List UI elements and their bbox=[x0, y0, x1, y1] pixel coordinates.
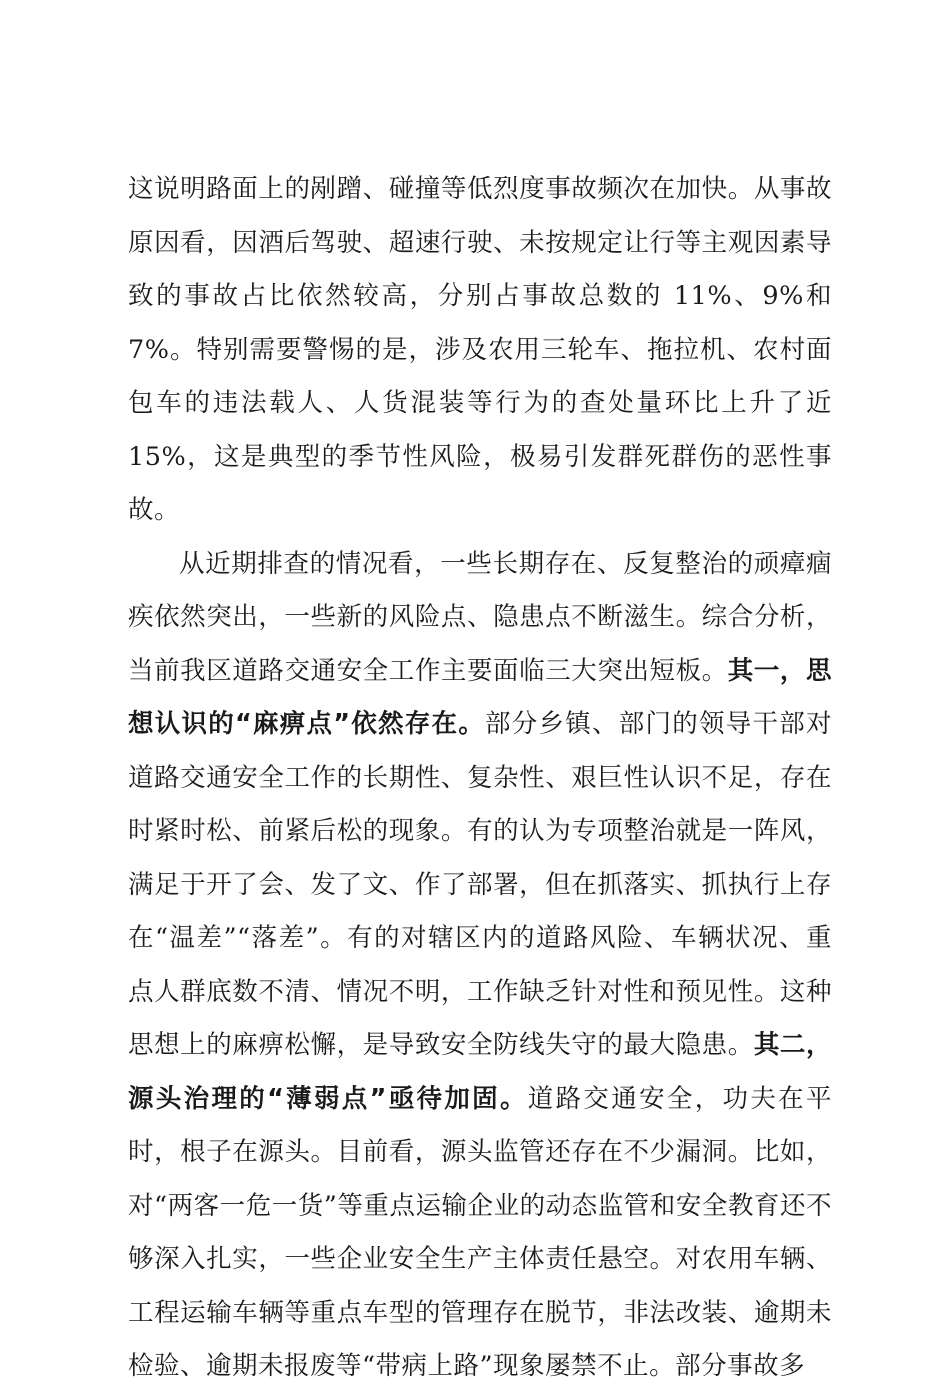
paragraph-1-text: 这说明路面上的剐蹭、碰撞等低烈度事故频次在加快。从事故原因看，因酒后驾驶、超速行驶、未按规定让行等主观因素导致的事故占比依然较高，分别占事故总数的 11%、9%和 7%。特别需要警惕的是，涉及农用三轮车、拖拉机、农村面包车的违法载人、人货混装等行为的查处量环比上升了近 15%，这是典型的季节性风险，极易引发群死群伤的恶性事故。 bbox=[128, 174, 832, 525]
heading-point-two: 其二，源头治理的“薄弱点”亟待加固。 bbox=[128, 1030, 832, 1114]
paragraph-2-text-c: 道路交通安全，功夫在平时，根子在源头。目前看，源头监管还存在不少漏洞。比如，对“两客一危一货”等重点运输企业的动态监管和安全教育还不够深入扎实，一些企业安全生产主体责任悬空。对农用车辆、工程运输车辆等重点车型的管理存在脱节，非法改装、逾期未检验、逾期未报废等“带病上路”现象屡禁不止。部分事故多 bbox=[128, 1083, 832, 1381]
heading-point-one: 其一，思想认识的“麻痹点”依然存在。 bbox=[128, 655, 832, 739]
paragraph-1 bbox=[128, 163, 832, 538]
paragraph-2-text-a: 从近期排查的情况看，一些长期存在、反复整治的顽瘴痼疾依然突出，一些新的风险点、隐患点不断滋生。综合分析，当前我区道路交通安全工作主要面临三大突出短板。 bbox=[128, 548, 832, 686]
document-body bbox=[128, 163, 832, 1394]
paragraph-2-text-b: 部分乡镇、部门的领导干部对道路交通安全工作的长期性、复杂性、艰巨性认识不足，存在时紧时松、前紧后松的现象。有的认为专项整治就是一阵风，满足于开了会、发了文、作了部署，但在抓落实、抓执行上存在“温差”“落差”。有的对辖区内的道路风险、车辆状况、重点人群底数不清、情况不明，工作缺乏针对性和预见性。这种思想上的麻痹松懈，是导致安全防线失守的最大隐患。 bbox=[128, 709, 832, 1060]
paragraph-2 bbox=[128, 538, 832, 1394]
